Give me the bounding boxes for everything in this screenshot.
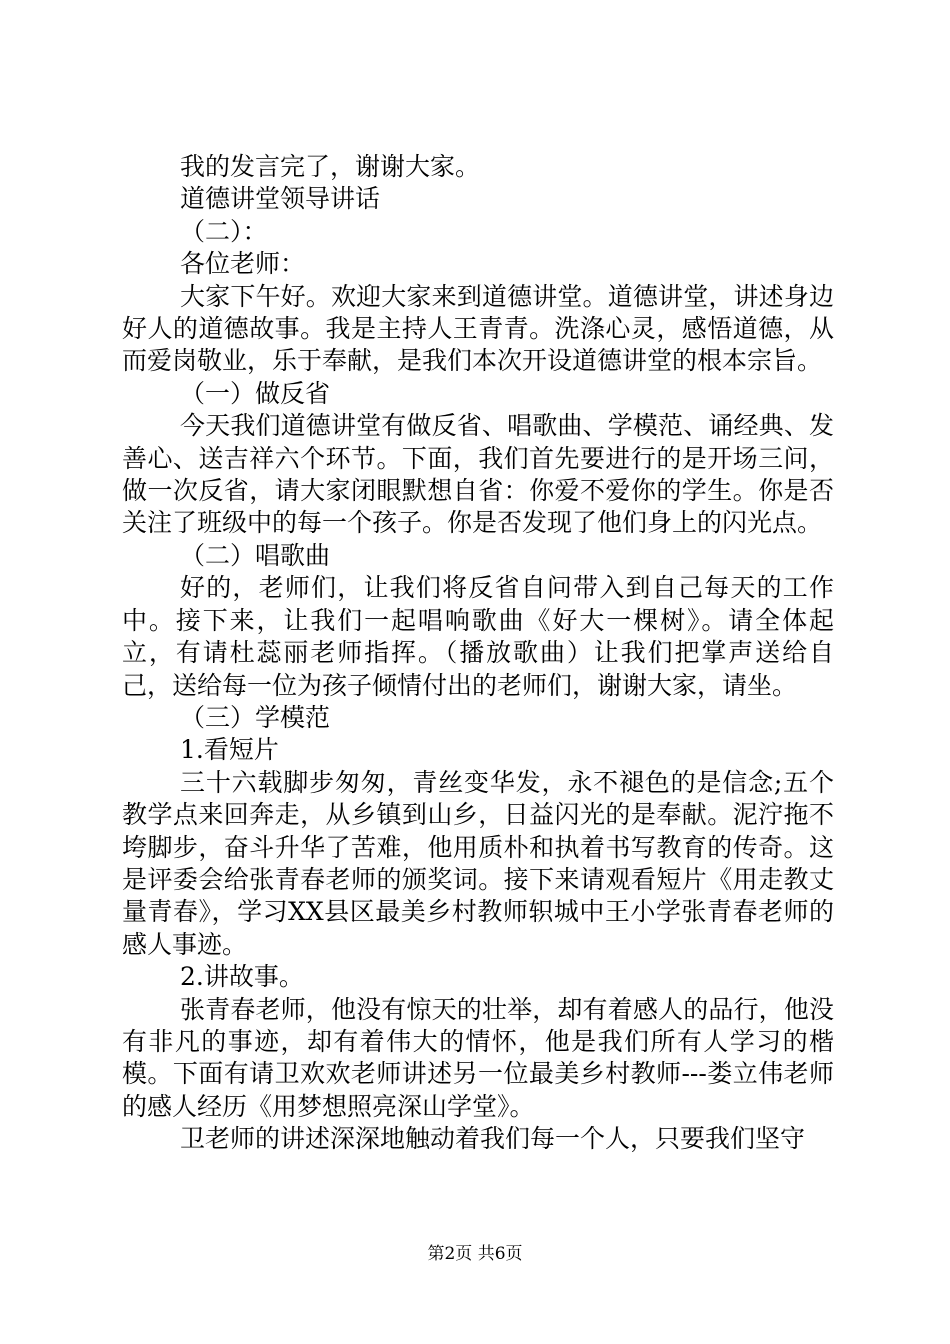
paragraph-video: 三十六载脚步匆匆，青丝变华发，永不褪色的是信念;五个教学点来回奔走，从乡镇到山乡，日益闪光的是奉献。泥泞拖不垮脚步，奋斗升华了苦难，他用质朴和执着书写教育的传奇。这是评委会给张青春老师的颁奖词。接下来请观看短片《用走教丈量青春》，学习XX县区最美乡村教师轵城中王小学张青春老师的感人事迹。 [122,767,834,959]
page-footer: 第2页 共6页 [427,1244,523,1264]
subheading-video: 1.看短片 [180,735,279,765]
subheading-story: 2.讲故事。 [180,962,304,992]
paragraph-heading-speech: 道德讲堂领导讲话 [180,184,381,214]
document-body [122,151,834,1156]
paragraph-part-two: （二）： [180,216,268,246]
paragraph-salutation: 各位老师： [180,249,306,279]
section-heading-sing: （二）唱歌曲 [180,540,331,570]
section-heading-model: （三）学模范 [180,702,331,732]
paragraph-welcome: 大家下午好。欢迎大家来到道德讲堂。道德讲堂，讲述身边好人的道德故事。我是主持人王青青。洗涤心灵，感悟道德，从而爱岗敬业，乐于奉献，是我们本次开设道德讲堂的根本宗旨。 [122,281,834,376]
paragraph-story: 张青春老师，他没有惊天的壮举，却有着感人的品行，他没有非凡的事迹，却有着伟大的情怀，他是我们所有人学习的楷模。下面有请卫欢欢老师讲述另一位最美乡村教师---娄立伟老师的感人经历《用梦想照亮深山学堂》。 [122,994,834,1121]
paragraph-reflect: 今天我们道德讲堂有做反省、唱歌曲、学模范、诵经典、发善心、送吉祥六个环节。下面，我们首先要进行的是开场三问，做一次反省，请大家闭眼默想自省：你爱不爱你的学生。你是否关注了班级中的每一个孩子。你是否发现了他们身上的闪光点。 [122,411,834,538]
paragraph-continuation: 卫老师的讲述深深地触动着我们每一个人，只要我们坚守 [180,1124,806,1154]
paragraph-closing: 我的发言完了，谢谢大家。 [180,152,481,181]
section-heading-reflect: （一）做反省 [180,378,331,408]
paragraph-sing: 好的，老师们，让我们将反省自问带入到自己每天的工作中。接下来，让我们一起唱响歌曲《好大一棵树》。请全体起立，有请杜蕊丽老师指挥。（播放歌曲）让我们把掌声送给自己，送给每一位为孩子倾情付出的老师们，谢谢大家，请坐。 [122,573,834,700]
